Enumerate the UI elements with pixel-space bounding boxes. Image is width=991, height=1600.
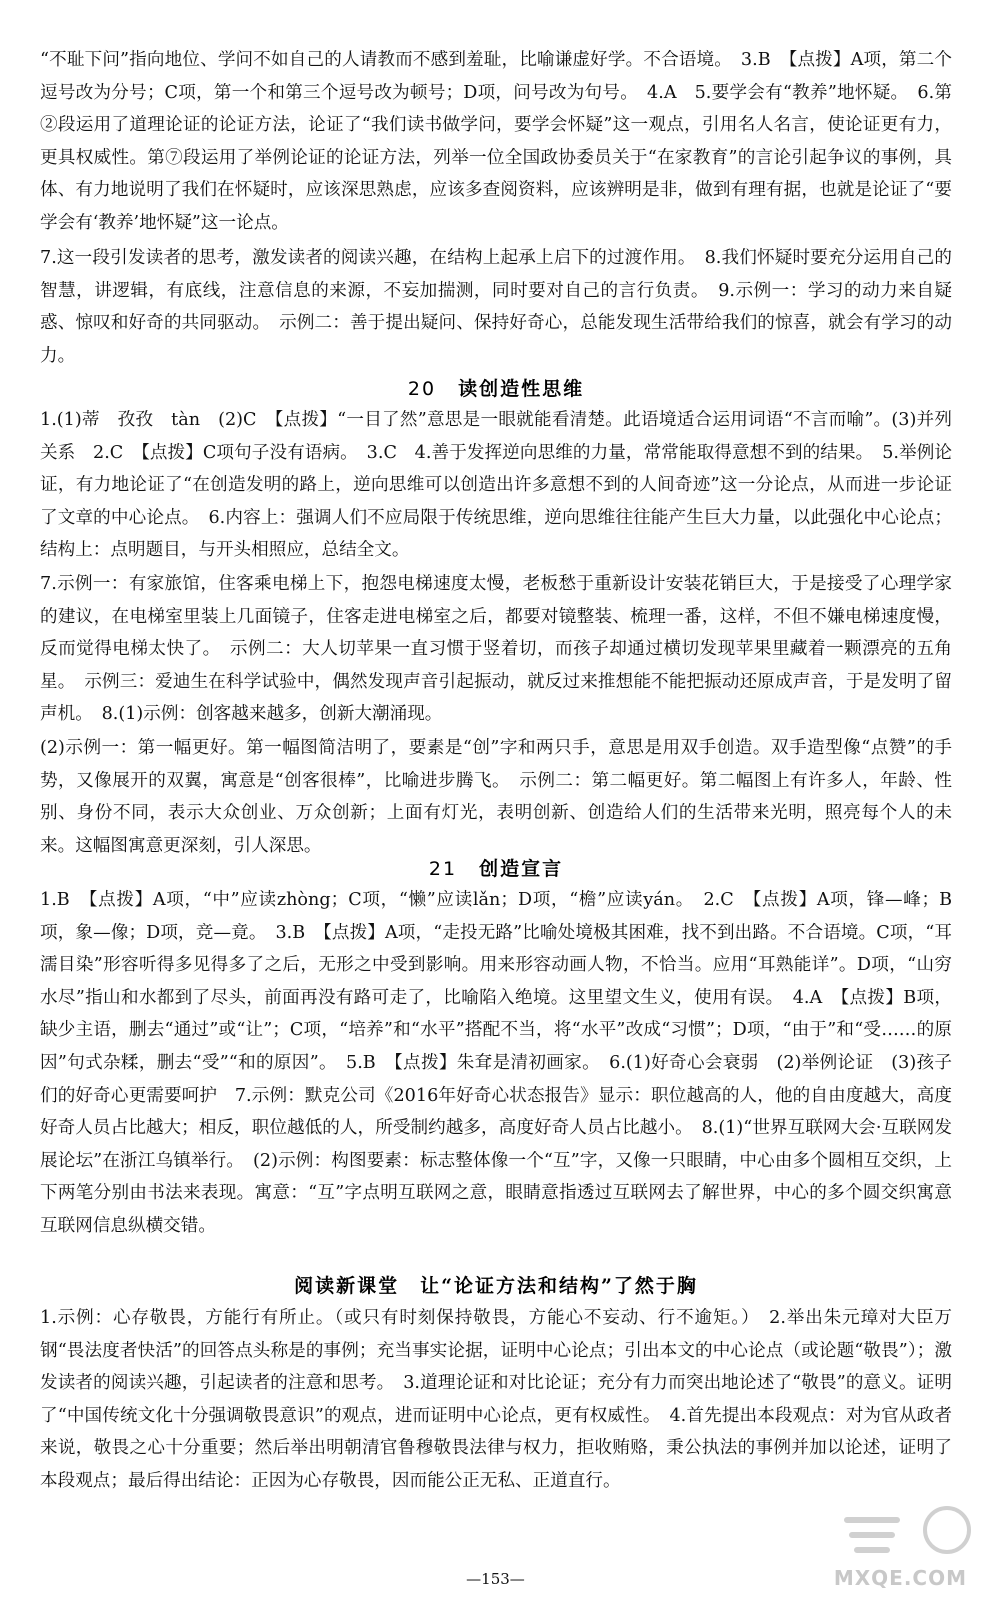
section-heading-reading (40, 1271, 952, 1298)
page-number: —153— (466, 1570, 525, 1588)
watermark-text: MXQE.COM (833, 1566, 967, 1590)
answer-block-20-part1 (40, 404, 952, 567)
answer-paragraph: (2)示例一：第一幅更好。第一幅图简洁明了，要素是“创”字和两只手，意思是用双手创造。双手造型像“点赞”的手势，又像展开的双翼，寓意是“创客很棒”，比喻进步腾飞。 示例二：第二幅更好。第二幅图上有许多人，年龄、性别、身份不同，表示大众创业、万众创新；上面有灯光，表明创新、创造给人们的生活带来光明，照亮每个人的未来。这幅图寓意更深刻，引人深思。 (40, 738, 952, 856)
answer-block-20-part3 (40, 732, 952, 862)
answer-block-reading (40, 1302, 952, 1498)
answer-paragraph: 7.这一段引发读者的思考，激发读者的阅读兴趣，在结构上起承上启下的过渡作用。 8.我们怀疑时要充分运用自己的智慧，讲逻辑，有底线，注意信息的来源，不妄加揣测，同时要对自己的言行负责。 9.示例一：学习的动力来自疑惑、惊叹和好奇的共同驱动。 示例二：善于提出疑问、保持好奇心，总能发现生活带给我们的惊喜，就会有学习的动力。 (40, 248, 952, 366)
answer-block-21 (40, 884, 952, 1243)
answer-paragraph: 1.(1)蒂 孜孜 tàn (2)C 【点拨】“一目了然”意思是一眼就能看清楚。此语境适合运用词语“不言而喻”。(3)并列关系 2.C 【点拨】C项句子没有语病。 3.C 4.善于发挥逆向思维的力量，常常能取得意想不到的结果。 5.举例论证，有力地论证了“在创造发明的路上，逆向思维可以创造出许多意想不到的人间奇迹”这一分论点，从而进一步论证了文章的中心论点。 6.内容上：强调人们不应局限于传统思维，逆向思维往往能产生巨大力量，以此强化中心论点；结构上：点明题目，与开头相照应，总结全文。 (40, 410, 952, 561)
answer-paragraph: 1.示例：心存敬畏，方能行有所止。（或只有时刻保持敬畏，方能心不妄动、行不逾矩。） 2.举出朱元璋对大臣万钢“畏法度者快活”的回答点头称是的事例；充当事实论据，证明中心论点；引出本文的中心论点（或论题“敬畏”）；激发读者的阅读兴趣，引起读者的注意和思考。 3.道理论证和对比论证；充分有力而突出地论述了“敬畏”的意义。证明了“中国传统文化十分强调敬畏意识”的观点，进而证明中心论点，更有权威性。 4.首先提出本段观点：对为官从政者来说，敬畏之心十分重要；然后举出明朝清官鲁穆敬畏法律与权力，拒收贿赂，秉公执法的事例并加以论述，证明了本段观点；最后得出结论：正因为心存敬畏，因而能公正无私、正道直行。 (40, 1308, 952, 1491)
section-number: 20 (407, 378, 437, 400)
answer-paragraph: 1.B 【点拨】A项，“中”应读zhòng；C项，“懒”应读lǎn；D项，“檐”应读yán。 2.C 【点拨】A项，锋—峰；B项，象—像；D项，竞—竟。 3.B 【点拨】A项，“走投无路”比喻处境极其困难，找不到出路。不合语境。C项，“耳濡目染”形容听得多见得多了之后，无形之中受到影响。用来形容动画人物，不恰当。应用“耳熟能详”。D项，“山穷水尽”指山和水都到了尽头，前面再没有路可走了，比喻陷入绝境。这里望文生义，使用有误。 4.A 【点拨】B项，缺少主语，删去“通过”或“让”；C项，“培养”和“水平”搭配不当，将“水平”改成“习惯”；D项，“由于”和“受……的原因”句式杂糅，删去“受”“和的原因”。 5.B 【点拨】朱耷是清初画家。 6.(1)好奇心会衰弱 (2)举例论证 (3)孩子们的好奇心更需要呵护 7.示例：默克公司《2016年好奇心状态报告》显示：职位越高的人，他的自由度越大，高度好奇人员占比越大；相反，职位越低的人，所受制约越多，高度好奇人员占比越小。 8.(1)“世界互联网大会·互联网发展论坛”在浙江乌镇举行。 (2)示例：构图要素：标志整体像一个“互”字，又像一只眼睛，中心由多个圆相互交织，上下两笔分别由书法来表现。寓意：“互”字点明互联网之意，眼睛意指透过互联网去了解世界，中心的多个圆交织寓意互联网信息纵横交错。 (40, 890, 952, 1236)
section-title: 阅读新课堂 让“论证方法和结构”了然于胸 (294, 1275, 698, 1297)
section-number: 21 (428, 858, 458, 880)
answer-block-19-part2 (40, 242, 952, 372)
section-heading-20 (40, 374, 952, 401)
answer-paragraph: 7.示例一：有家旅馆，住客乘电梯上下，抱怨电梯速度太慢，老板愁于重新设计安装花销巨大，于是接受了心理学家的建议，在电梯室里装上几面镜子，住客走进电梯室之后，都要对镜整装、梳理一番，这样，不但不嫌电梯速度慢，反而觉得电梯太快了。 示例二：大人切苹果一直习惯于竖着切，而孩子却通过横切发现苹果里藏着一颗漂亮的五角星。 示例三：爱迪生在科学试验中，偶然发现声音引起振动，就反过来推想能不能把振动还原成声音，于是发明了留声机。 8.(1)示例：创客越来越多，创新大潮涌现。 (40, 574, 952, 725)
section-heading-21 (40, 854, 952, 881)
section-title: 读创造性思维 (458, 378, 585, 400)
answer-block-20-part2 (40, 568, 952, 731)
answer-block-19-part1 (40, 44, 952, 240)
section-title: 创造宣言 (479, 858, 564, 880)
answer-paragraph: “不耻下问”指向地位、学问不如自己的人请教而不感到羞耻，比喻谦虚好学。不合语境。 3.B 【点拨】A项，第二个逗号改为分号；C项，第一个和第三个逗号改为顿号；D项，问号改为句号。 4.A 5.要学会有“教养”地怀疑。 6.第②段运用了道理论证的论证方法，论证了“我们读书做学问，要学会怀疑”这一观点，引用名人名言，使论证更有力，更具权威性。第⑦段运用了举例论证的论证方法，列举一位全国政协委员关于“在家教育”的言论引起争议的事例，具体、有力地说明了我们在怀疑时，应该深思熟虑，应该多查阅资料，应该辨明是非，做到有理有据，也就是论证了“要学会有‘教养’地怀疑”这一论点。 (40, 50, 952, 233)
